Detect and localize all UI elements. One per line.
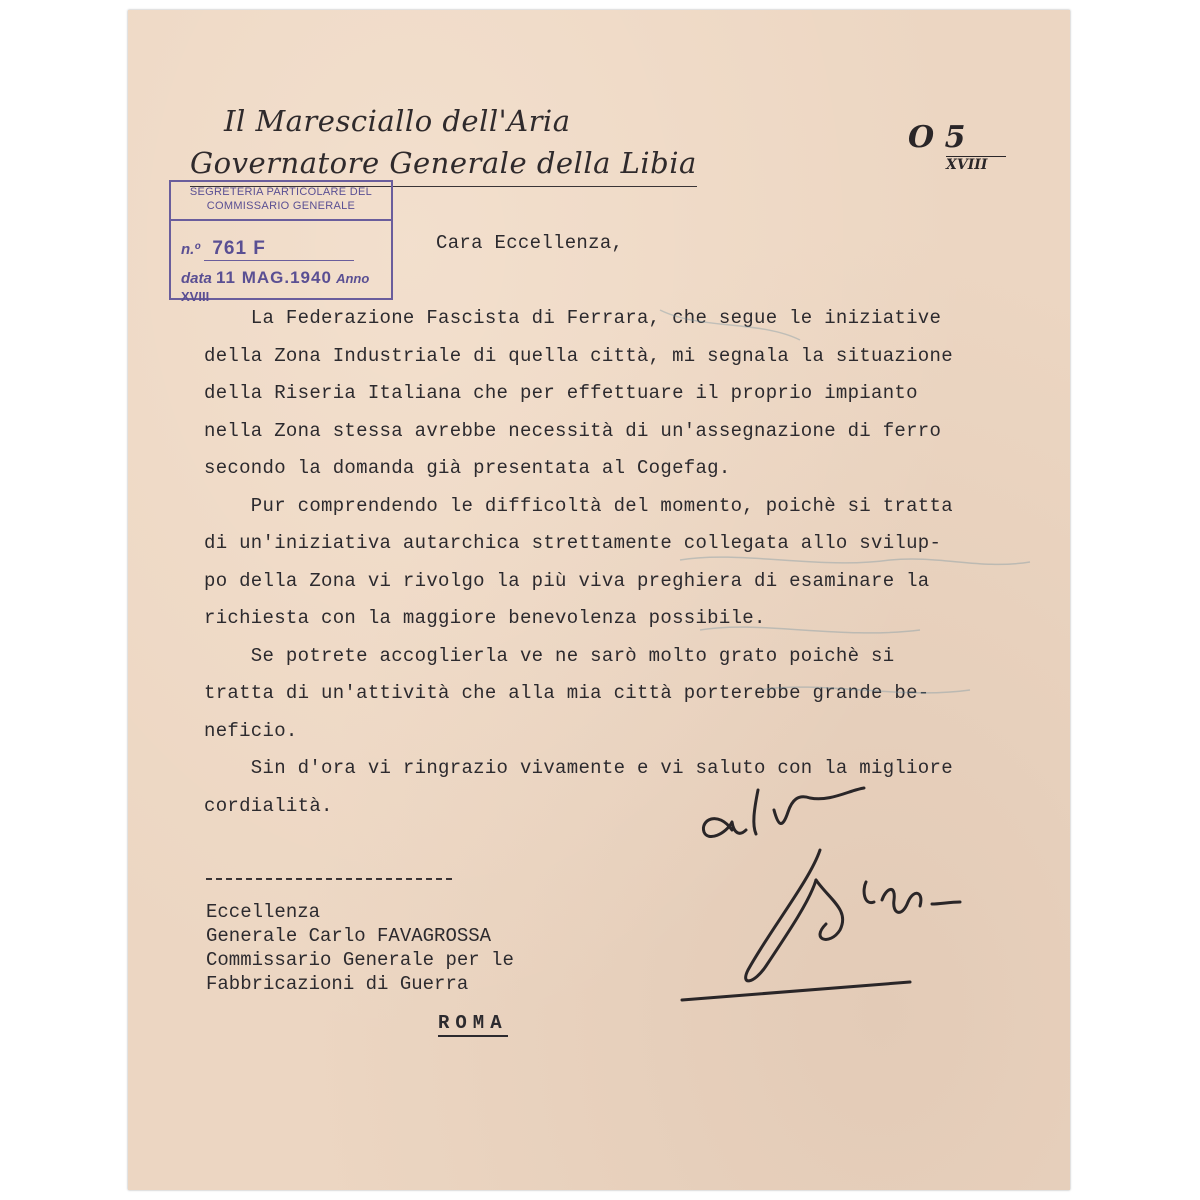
- body-line: della Riseria Italiana che per effettuare il proprio impianto: [204, 382, 918, 404]
- stamp-number-value: 761 F: [212, 238, 266, 259]
- stamp-number-label: n.º: [181, 241, 200, 258]
- body-line: La Federazione Fascista di Ferrara, che segue le iniziative: [204, 307, 942, 329]
- body-line: tratta di un'attività che alla mia città porterebbe grande be-: [204, 682, 930, 704]
- letterhead: [190, 100, 697, 187]
- reference-mark: [908, 120, 988, 173]
- recipient-address: [206, 900, 514, 996]
- recipient-line4: Fabbricazioni di Guerra: [206, 973, 469, 995]
- stamp-era-label: Anno: [336, 271, 370, 286]
- reference-mark-sub: XVIII: [946, 156, 1006, 173]
- stamp-date-label: data: [181, 270, 212, 287]
- recipient-line3: Commissario Generale per le: [206, 949, 514, 971]
- recipient-line1: Eccellenza: [206, 901, 321, 923]
- body-line: Pur comprendendo le difficoltà del momento, poichè si tratta: [204, 494, 953, 517]
- faint-pencil-marks: [640, 300, 1060, 1000]
- stamp-era-value: XVIII: [181, 289, 210, 304]
- stamp-date-value: 11 MAG.1940: [216, 268, 332, 287]
- body-line: neficio.: [204, 719, 298, 742]
- recipient-line2: Generale Carlo FAVAGROSSA: [206, 925, 492, 947]
- body-line: Se potrete accoglierla ve ne sarò molto grato poichè si: [204, 644, 895, 667]
- body-line: nella Zona stessa avrebbe necessità di un'assegnazione di ferro: [204, 419, 942, 442]
- letterhead-title: Il Maresciallo dell'Aria: [224, 104, 571, 138]
- body-line: Sin d'ora vi ringrazio vivamente e vi saluto con la migliore: [204, 757, 953, 779]
- separator-rule: [206, 878, 452, 880]
- body-line: po della Zona vi rivolgo la più viva preghiera di esaminare la: [204, 569, 930, 592]
- stamp-header-line2: COMMISSARIO GENERALE: [206, 200, 356, 212]
- body-line: cordialità.: [204, 794, 333, 817]
- body-line: di un'iniziativa autarchica strettamente collegata allo svilup-: [204, 532, 942, 554]
- body-line: della Zona Industriale di quella città, mi segnala la situazione: [204, 344, 953, 367]
- stamp-header-line1: SEGRETERIA PARTICOLARE DEL: [189, 186, 373, 198]
- protocol-stamp: [169, 180, 393, 304]
- salutation: Cara Eccellenza,: [436, 232, 624, 254]
- body-line: secondo la domanda già presentata al Cogefag.: [204, 457, 731, 479]
- stamp-number-row: [181, 238, 354, 261]
- stamp-header: [171, 182, 391, 221]
- recipient-city: ROMA: [438, 1012, 508, 1037]
- reference-mark-main: O 5: [908, 120, 966, 155]
- body-line: richiesta con la maggiore benevolenza possibile.: [204, 607, 766, 629]
- letterhead-subtitle: Governatore Generale della Libia: [190, 142, 697, 187]
